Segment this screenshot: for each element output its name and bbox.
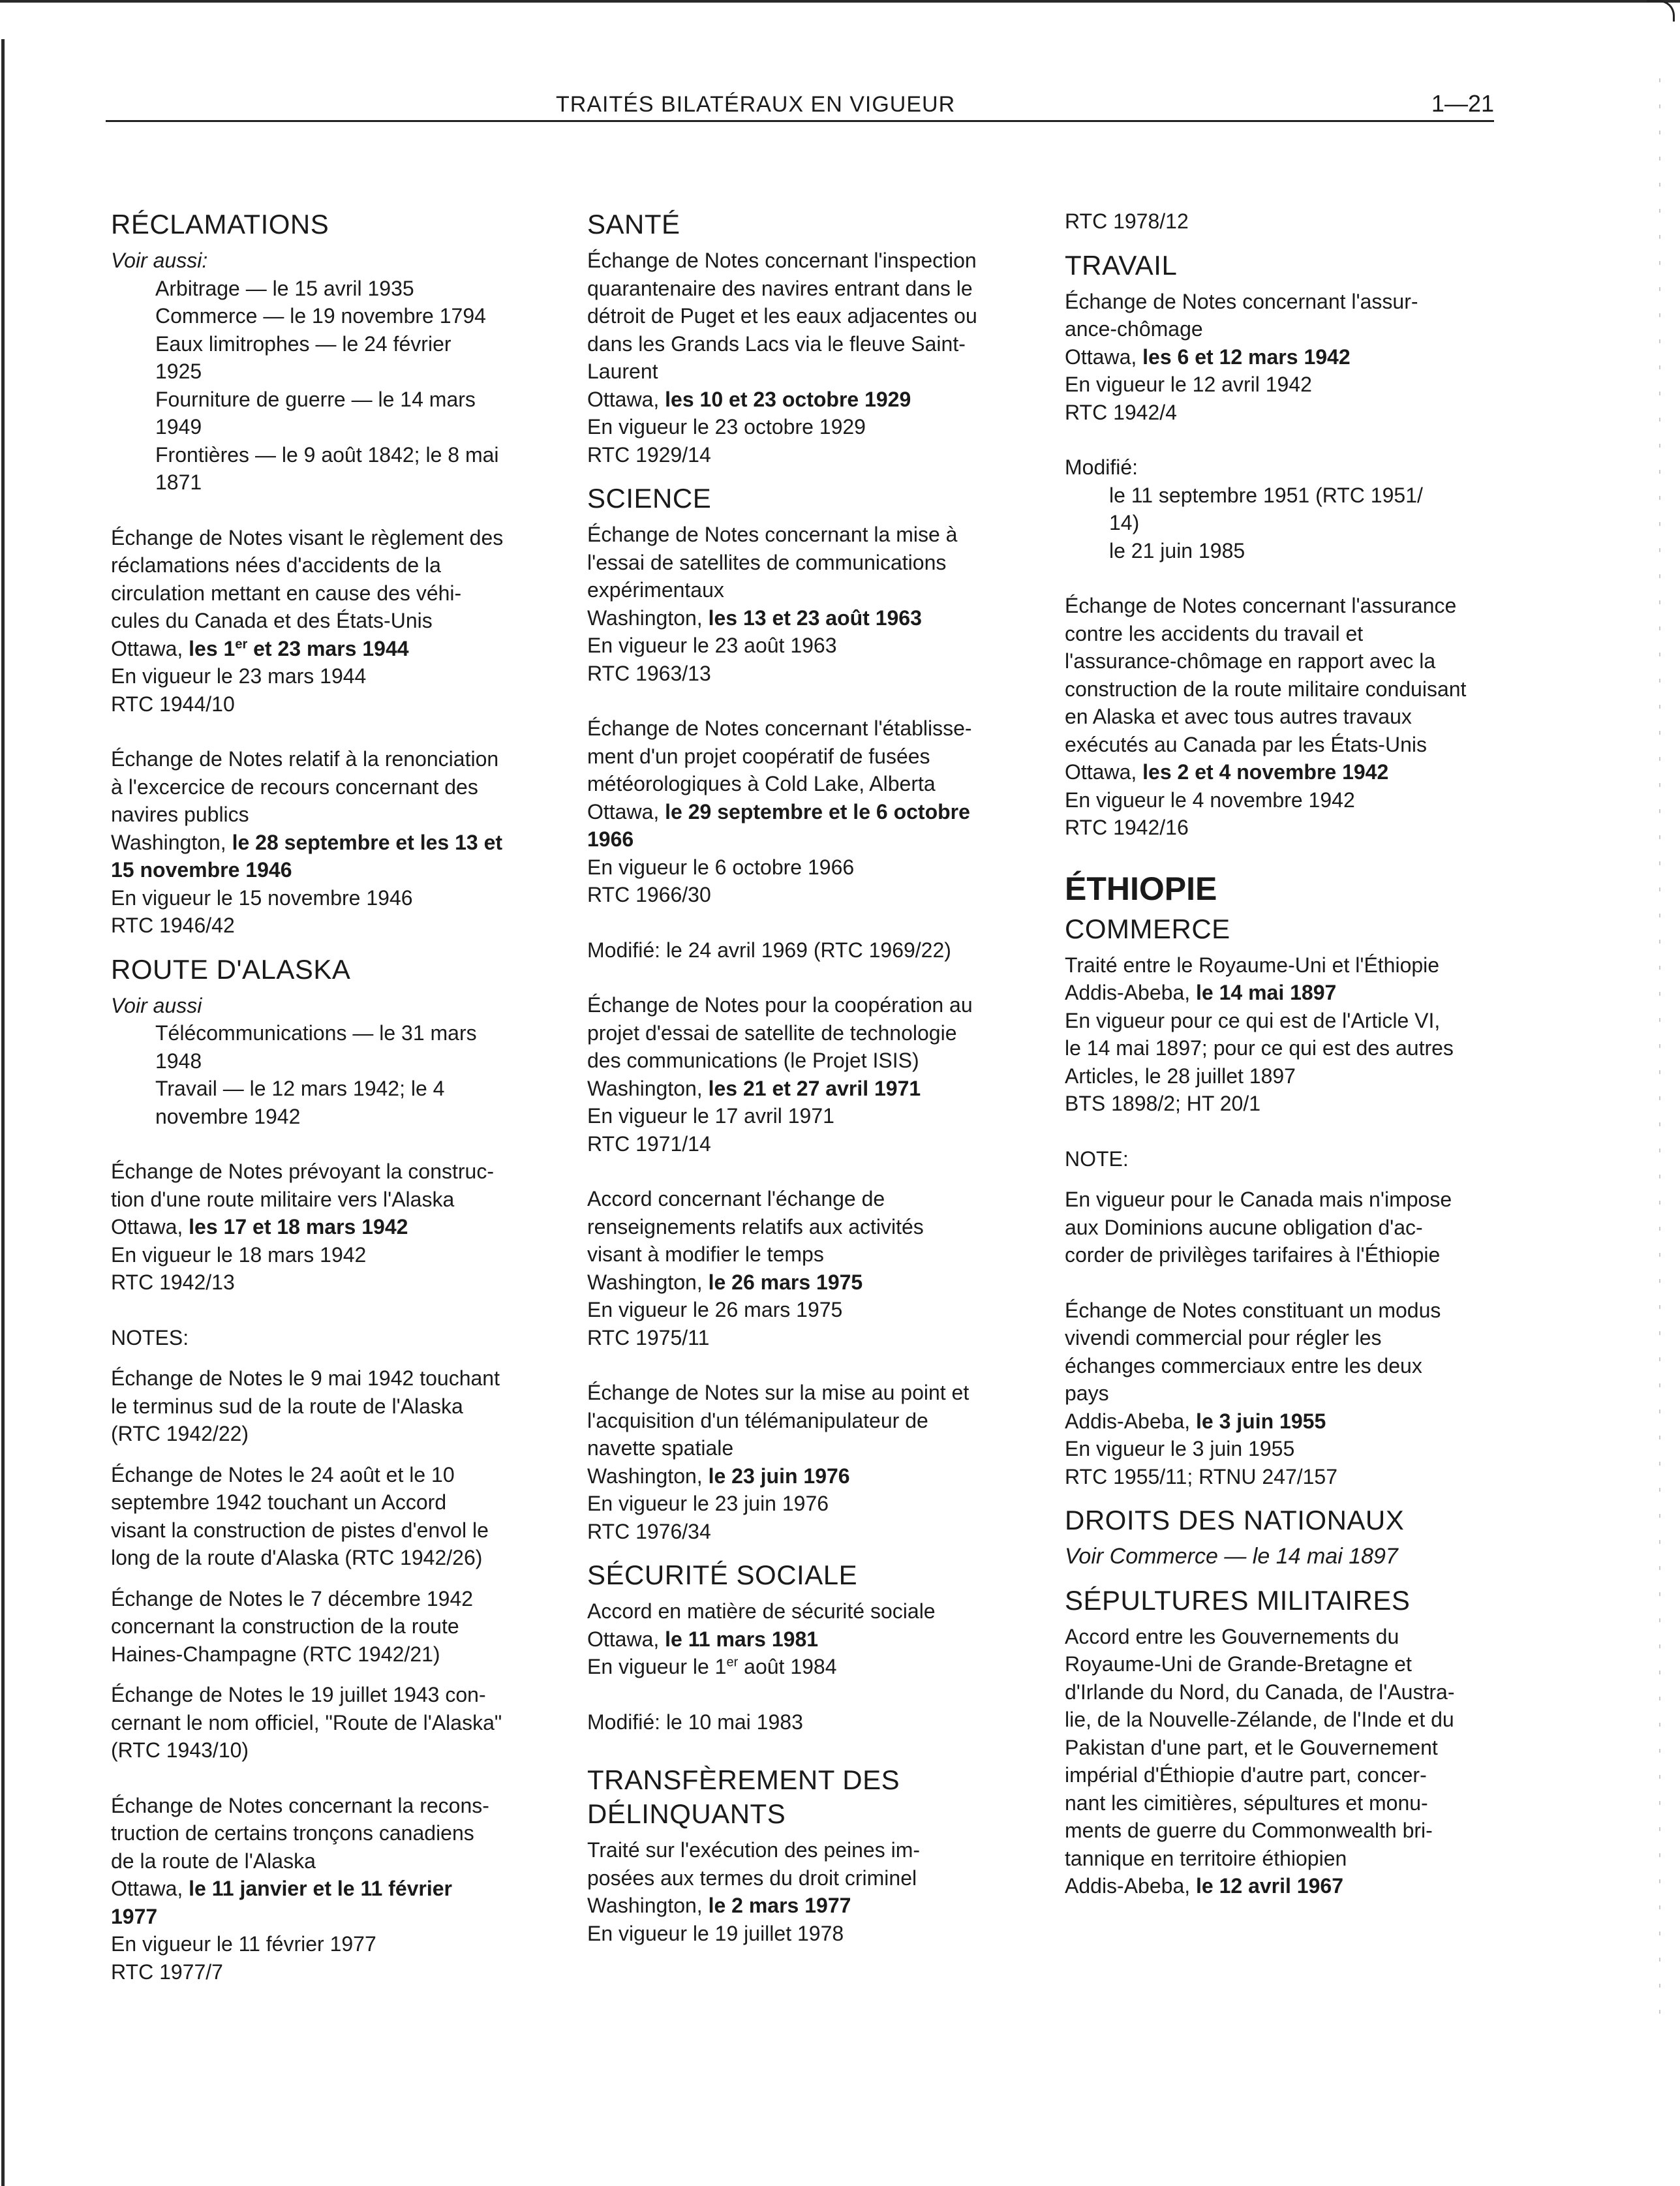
note-text: septembre 1942 touchant un Accord <box>111 1490 447 1514</box>
entry-date: 15 novembre 1946 <box>111 858 292 882</box>
entry-reference: RTC 1977/7 <box>111 1960 223 1984</box>
section-heading-sepultures: SÉPULTURES MILITAIRES <box>1065 1584 1411 1616</box>
entry-text: renseignements relatifs aux activités <box>587 1214 924 1239</box>
see-also-item: Travail — le 12 mars 1942; le 4 <box>155 1077 445 1100</box>
entry-place-date: Washington, le 28 septembre et les 13 et <box>111 830 503 854</box>
treaty-entry <box>587 1379 1031 1545</box>
note-text: Haines-Champagne (RTC 1942/21) <box>111 1642 440 1666</box>
entry-reference: RTC 1942/4 <box>1065 400 1177 424</box>
entry-place-date: Ottawa, les 1er et 23 mars 1944 <box>111 636 409 660</box>
entry-in-force: En vigueur le 17 avril 1971 <box>587 1104 834 1128</box>
treaty-entry <box>587 715 1031 909</box>
entry-text: détroit de Puget et les eaux adjacentes ou <box>587 304 977 328</box>
entry-in-force: En vigueur le 23 mars 1944 <box>111 664 367 688</box>
entry-in-force: En vigueur le 1er août 1984 <box>587 1655 837 1678</box>
entry-text: météorologiques à Cold Lake, Alberta <box>587 772 936 795</box>
treaty-entry <box>1065 1623 1515 1900</box>
corner-mark <box>1647 0 1675 22</box>
section-heading-sante: SANTÉ <box>587 209 680 239</box>
entry-reference: RTC 1976/34 <box>587 1519 711 1543</box>
entry-text: vivendi commercial pour régler les <box>1065 1326 1382 1349</box>
entry-reference: RTC 1963/13 <box>587 661 711 685</box>
entry-text: Laurent <box>587 360 658 383</box>
entry-text: expérimentaux <box>587 578 724 602</box>
note-item <box>111 1681 555 1764</box>
top-rule <box>0 0 1680 3</box>
entry-text: navette spatiale <box>587 1436 734 1460</box>
entry-text: construction de la route militaire conduisant <box>1065 677 1467 701</box>
treaty-entry <box>587 247 1031 469</box>
see-also-item: 1871 <box>155 470 202 494</box>
entry-text: contre les accidents du travail et <box>1065 621 1364 645</box>
entry-text: l'essai de satellites de communications <box>587 550 947 574</box>
entry-place-date: Ottawa, le 11 mars 1981 <box>587 1627 819 1651</box>
entry-reference: RTC 1929/14 <box>587 442 711 467</box>
entry-place-date: Washington, le 2 mars 1977 <box>587 1894 851 1917</box>
entry-place-date: Washington, le 23 juin 1976 <box>587 1464 850 1488</box>
see-also-item: novembre 1942 <box>155 1104 301 1128</box>
treaty-entry <box>1065 951 1515 1118</box>
see-also-item: Fourniture de guerre — le 14 mars <box>155 387 476 411</box>
section-heading-travail: TRAVAIL <box>1065 249 1178 281</box>
entry-place-date: Ottawa, les 6 et 12 mars 1942 <box>1065 345 1351 369</box>
section-heading-transferement: TRANSFÈREMENT DES DÉLINQUANTS <box>587 1764 900 1829</box>
notes-label: NOTES: <box>111 1325 189 1349</box>
entry-text: Échange de Notes concernant la mise à <box>587 523 958 546</box>
note-item <box>111 1461 555 1572</box>
treaty-entry <box>111 524 555 718</box>
note-text: En vigueur pour le Canada mais n'impose <box>1065 1188 1452 1211</box>
treaty-entry <box>111 1158 555 1297</box>
treaty-entry <box>587 521 1031 687</box>
entry-text: Échange de Notes concernant l'assurance <box>1065 594 1457 617</box>
entry-in-force: En vigueur le 26 mars 1975 <box>587 1298 843 1321</box>
see-also-item: Eaux limitrophes — le 24 février <box>155 331 451 356</box>
entry-reference: RTC 1975/11 <box>587 1325 710 1349</box>
note-item <box>111 1585 555 1669</box>
see-also-item: 1949 <box>155 415 202 439</box>
entry-text: Échange de Notes concernant l'établisse- <box>587 716 972 740</box>
entry-in-force: En vigueur le 23 octobre 1929 <box>587 415 866 439</box>
entry-text: Royaume-Uni de Grande-Bretagne et <box>1065 1652 1412 1676</box>
note-text: Échange de Notes le 24 août et le 10 <box>111 1462 455 1486</box>
entry-in-force: En vigueur le 3 juin 1955 <box>1065 1437 1295 1460</box>
section-heading-commerce: COMMERCE <box>1065 913 1230 944</box>
entry-text: Accord entre les Gouvernements du <box>1065 1624 1399 1648</box>
entry-place-date: Ottawa, les 2 et 4 novembre 1942 <box>1065 760 1389 784</box>
note-text: long de la route d'Alaska (RTC 1942/26) <box>111 1546 483 1569</box>
entry-text: tion d'une route militaire vers l'Alaska <box>111 1187 455 1211</box>
entry-text: truction de certains tronçons canadiens <box>111 1821 474 1845</box>
entry-in-force: En vigueur pour ce qui est de l'Article VI, <box>1065 1008 1441 1032</box>
entry-text: Échange de Notes sur la mise au point et <box>587 1381 970 1404</box>
entry-in-force: En vigueur le 15 novembre 1946 <box>111 885 413 910</box>
entry-place-date: Washington, les 13 et 23 août 1963 <box>587 606 922 630</box>
note-text: Échange de Notes le 9 mai 1942 touchant <box>111 1366 500 1390</box>
entry-text: l'assurance-chômage en rapport avec la <box>1065 649 1436 673</box>
entry-in-force: En vigueur le 18 mars 1942 <box>111 1242 367 1267</box>
note-text: (RTC 1942/22) <box>111 1422 249 1445</box>
entry-date: 1966 <box>587 827 634 851</box>
section-heading-reclamations: RÉCLAMATIONS <box>111 209 329 239</box>
entry-place-date: Ottawa, les 10 et 23 octobre 1929 <box>587 387 911 411</box>
note-text: corder de privilèges tarifaires à l'Éthiopie <box>1065 1243 1441 1267</box>
see-also-item: Arbitrage — le 15 avril 1935 <box>155 276 414 300</box>
entry-text: ments de guerre du Commonwealth bri- <box>1065 1819 1433 1842</box>
see-also-item: Frontières — le 9 août 1842; le 8 mai <box>155 442 499 467</box>
entry-reference: RTC 1971/14 <box>587 1131 711 1156</box>
entry-reference: RTC 1955/11; RTNU 247/157 <box>1065 1464 1338 1488</box>
treaty-entry <box>1065 1297 1515 1491</box>
column-2 <box>587 208 1031 1947</box>
entry-text: pays <box>1065 1381 1109 1405</box>
entry-text: cules du Canada et des États-Unis <box>111 609 433 632</box>
entry-text: impérial d'Éthiopie d'autre part, concer- <box>1065 1763 1427 1787</box>
entry-text: l'acquisition d'un télémanipulateur de <box>587 1408 928 1432</box>
entry-reference: BTS 1898/2; HT 20/1 <box>1065 1092 1261 1115</box>
entry-text: Échange de Notes concernant l'assur- <box>1065 289 1418 313</box>
treaty-entry <box>111 1792 555 1986</box>
note-text: (RTC 1943/10) <box>111 1738 249 1762</box>
treaty-entry <box>587 1185 1031 1351</box>
scan-left-edge <box>1 39 5 2186</box>
entry-text: en Alaska et avec tous autres travaux <box>1065 705 1412 728</box>
entry-place-date: Ottawa, le 11 janvier et le 11 février <box>111 1877 452 1900</box>
entry-text: d'Irlande du Nord, du Canada, de l'Austra- <box>1065 1680 1455 1704</box>
see-also-item: Commerce — le 19 novembre 1794 <box>155 304 486 328</box>
entry-text: Traité entre le Royaume-Uni et l'Éthiopie <box>1065 953 1440 977</box>
entry-text: posées aux termes du droit criminel <box>587 1866 917 1890</box>
see-also-label: Voir aussi: <box>111 249 208 272</box>
entry-text: tannique en territoire éthiopien <box>1065 1846 1347 1870</box>
see-also-item: Télécommunications — le 31 mars <box>155 1021 477 1045</box>
note-label: NOTE: <box>1065 1147 1129 1171</box>
page-header <box>106 86 1494 122</box>
entry-in-force: En vigueur le 23 août 1963 <box>587 634 837 657</box>
entry-date: 1977 <box>111 1904 158 1928</box>
treaty-entry <box>111 745 555 940</box>
section-heading-securite-sociale: SÉCURITÉ SOCIALE <box>587 1560 858 1590</box>
entry-text: exécutés au Canada par les États-Unis <box>1065 732 1427 756</box>
treaty-entry <box>587 1597 1031 1681</box>
amendment-note: Modifié: le 24 avril 1969 (RTC 1969/22) <box>587 938 951 962</box>
entry-text: Échange de Notes constituant un modus <box>1065 1298 1441 1322</box>
entry-reference: RTC 1966/30 <box>587 883 711 906</box>
note-text: visant la construction de pistes d'envol le <box>111 1518 489 1542</box>
amendment-item: le 21 juin 1985 <box>1109 538 1245 562</box>
entry-text: quarantenaire des navires entrant dans le <box>587 276 973 300</box>
amendment-item: 14) <box>1109 511 1140 534</box>
entry-text: Échange de Notes pour la coopération au <box>587 993 973 1017</box>
note-text: Échange de Notes le 7 décembre 1942 <box>111 1586 474 1610</box>
entry-text: Traité sur l'exécution des peines im- <box>587 1838 921 1862</box>
note-item <box>111 1364 555 1448</box>
amendment-label: Modifié: <box>1065 455 1138 479</box>
entry-reference: RTC 1942/16 <box>1065 816 1189 839</box>
section-heading-droits-nationaux: DROITS DES NATIONAUX <box>1065 1505 1405 1535</box>
entry-place-date: Washington, les 21 et 27 avril 1971 <box>587 1076 921 1100</box>
entry-text: Pakistan d'une part, et le Gouvernement <box>1065 1735 1438 1759</box>
entry-text: Échange de Notes prévoyant la construc- <box>111 1160 494 1183</box>
entry-reference: RTC 1978/12 <box>1065 209 1189 233</box>
entry-text: Échange de Notes concernant l'inspection <box>587 249 977 272</box>
entry-reference: RTC 1942/13 <box>111 1270 235 1294</box>
entry-in-force: Articles, le 28 juillet 1897 <box>1065 1064 1296 1088</box>
entry-in-force: En vigueur le 19 juillet 1978 <box>587 1921 844 1945</box>
entry-text: ment d'un projet coopératif de fusées <box>587 744 930 768</box>
entry-place-date: Addis-Abeba, le 12 avril 1967 <box>1065 1874 1343 1898</box>
section-heading-science: SCIENCE <box>587 483 712 514</box>
scan-right-edge <box>1659 78 1660 2036</box>
entry-text: navires publics <box>111 803 249 826</box>
treaty-entry <box>587 991 1031 1158</box>
running-title: TRAITÉS BILATÉRAUX EN VIGUEUR <box>556 92 956 117</box>
note-text: aux Dominions aucune obligation d'ac- <box>1065 1215 1423 1239</box>
entry-in-force: le 14 mai 1897; pour ce qui est des autres <box>1065 1036 1454 1060</box>
entry-text: visant à modifier le temps <box>587 1242 824 1266</box>
page-number: 1—21 <box>1431 90 1494 117</box>
entry-place-date: Ottawa, le 29 septembre et le 6 octobre <box>587 799 970 824</box>
entry-text: nant les cimitières, sépultures et monu- <box>1065 1791 1428 1815</box>
entry-text: à l'excercice de recours concernant des <box>111 775 478 799</box>
column-3 <box>1065 208 1515 1900</box>
note-text: concernant la construction de la route <box>111 1614 459 1638</box>
entry-text: Accord concernant l'échange de <box>587 1187 885 1210</box>
entry-text: Échange de Notes concernant la recons- <box>111 1793 489 1817</box>
amendment-item: le 11 septembre 1951 (RTC 1951/ <box>1109 483 1423 507</box>
entry-in-force: En vigueur le 6 octobre 1966 <box>587 855 855 879</box>
entry-text: des communications (le Projet ISIS) <box>587 1049 919 1072</box>
entry-text: échanges commerciaux entre les deux <box>1065 1353 1422 1378</box>
see-also-label: Voir aussi <box>111 993 202 1017</box>
treaty-entry <box>1065 288 1515 427</box>
section-heading-route-alaska: ROUTE D'ALASKA <box>111 953 351 985</box>
entry-in-force: En vigueur le 4 novembre 1942 <box>1065 788 1355 812</box>
entry-text: réclamations nées d'accidents de la <box>111 553 441 577</box>
see-also-item: 1948 <box>155 1049 202 1073</box>
note-text: cernant le nom officiel, "Route de l'Alaska" <box>111 1710 502 1734</box>
amendment-note: Modifié: le 10 mai 1983 <box>587 1710 803 1734</box>
see-also-item: 1925 <box>155 360 202 383</box>
entry-text: ance-chômage <box>1065 317 1203 341</box>
treaty-entry <box>1065 592 1515 842</box>
note-text: Échange de Notes le 19 juillet 1943 con- <box>111 1683 486 1706</box>
entry-in-force: En vigueur le 11 février 1977 <box>111 1932 376 1956</box>
note-text: le terminus sud de la route de l'Alaska <box>111 1394 463 1418</box>
entry-text: circulation mettant en cause des véhi- <box>111 581 462 605</box>
entry-in-force: En vigueur le 12 avril 1942 <box>1065 373 1312 396</box>
treaty-entry <box>587 1836 1031 1947</box>
entry-text: de la route de l'Alaska <box>111 1849 316 1873</box>
entry-place-date: Washington, le 26 mars 1975 <box>587 1270 863 1294</box>
country-heading-ethiopie: ÉTHIOPIE <box>1065 870 1217 907</box>
entry-reference: RTC 1944/10 <box>111 692 235 716</box>
entry-in-force: En vigueur le 23 juin 1976 <box>587 1492 829 1515</box>
see-also-label: Voir Commerce — le 14 mai 1897 <box>1065 1544 1398 1569</box>
entry-place-date: Addis-Abeba, le 3 juin 1955 <box>1065 1409 1326 1433</box>
entry-text: dans les Grands Lacs via le fleuve Saint- <box>587 331 966 356</box>
entry-text: Échange de Notes visant le règlement des <box>111 525 504 549</box>
entry-place-date: Addis-Abeba, le 14 mai 1897 <box>1065 981 1337 1004</box>
entry-text: lie, de la Nouvelle-Zélande, de l'Inde et du <box>1065 1708 1454 1731</box>
entry-text: projet d'essai de satellite de technologie <box>587 1021 957 1045</box>
entry-reference: RTC 1946/42 <box>111 914 235 937</box>
entry-text: Échange de Notes relatif à la renonciation <box>111 747 499 771</box>
column-1 <box>111 208 555 1986</box>
entry-text: Accord en matière de sécurité sociale <box>587 1599 936 1623</box>
entry-place-date: Ottawa, les 17 et 18 mars 1942 <box>111 1215 408 1239</box>
